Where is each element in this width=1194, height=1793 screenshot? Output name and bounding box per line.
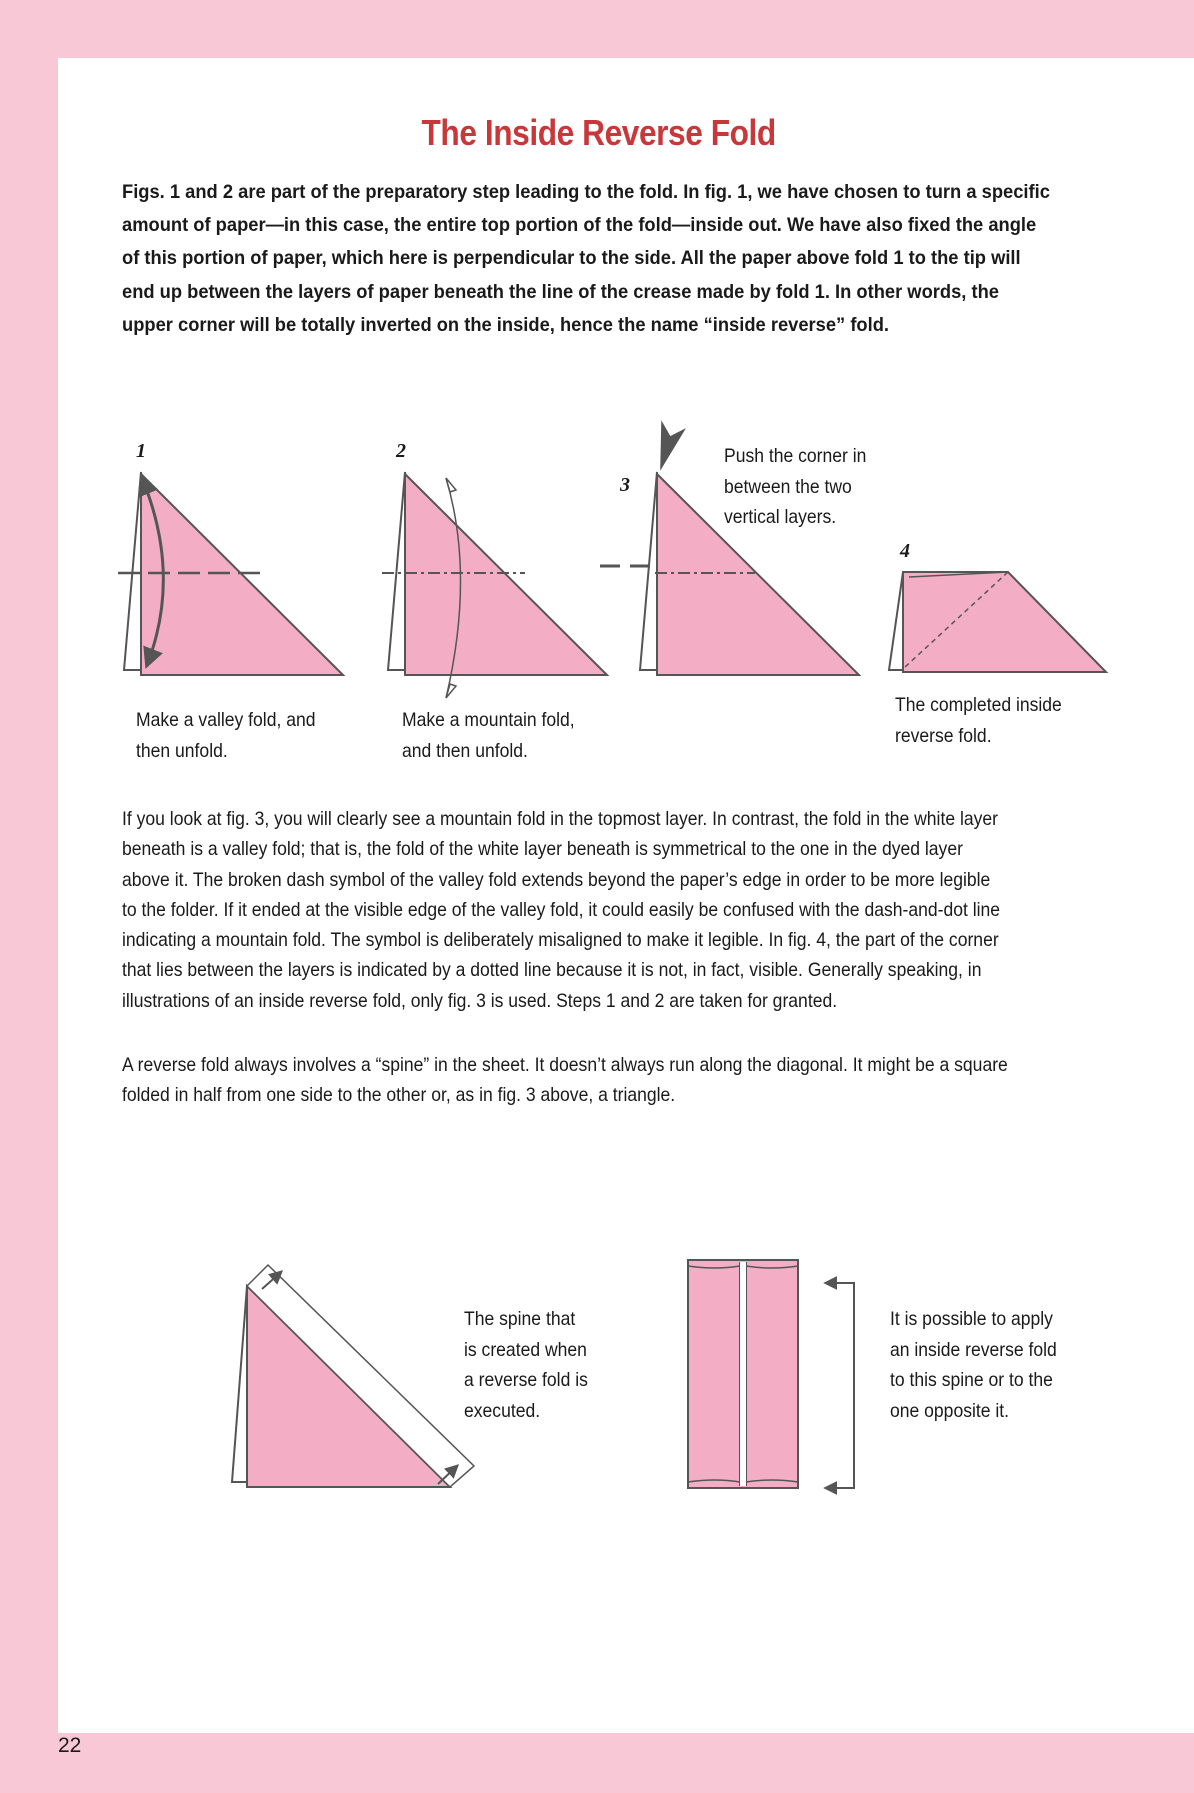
fig3-number: 3 xyxy=(620,474,630,496)
fig1-diagram xyxy=(118,472,343,675)
spine-left-caption-line3: a reverse fold is xyxy=(464,1369,588,1391)
page-number: 22 xyxy=(58,1734,82,1757)
fig2-diagram xyxy=(382,472,607,698)
body-paragraph-2: A reverse fold always involves a “spine” in the sheet. It doesn’t always run along the diagonal. It might be a square folded in half from one side to the other or, as in fig. 3 above, a triangle. xyxy=(122,1054,1008,1107)
spine-right-caption-line1: It is possible to apply xyxy=(890,1308,1053,1330)
fig3-caption-line2: between the two xyxy=(724,475,852,498)
spine-left-caption xyxy=(464,1304,588,1426)
spine-rectangle-diagram xyxy=(688,1260,854,1488)
fig3-caption-line3: vertical layers. xyxy=(724,506,837,528)
fig2-number: 2 xyxy=(396,440,406,462)
spine-right-caption-line4: one opposite it. xyxy=(890,1399,1010,1422)
fig4-diagram xyxy=(889,572,1106,672)
fig4-caption-line2: reverse fold. xyxy=(895,724,992,747)
fig2-caption-line2: and then unfold. xyxy=(402,739,528,762)
fig4-caption-line1: The completed inside xyxy=(895,694,1062,716)
spine-left-caption-line1: The spine that xyxy=(464,1308,576,1330)
spine-triangle-diagram xyxy=(232,1265,474,1487)
fig1-caption-line1: Make a valley fold, and xyxy=(136,709,316,731)
spine-right-caption xyxy=(890,1304,1057,1426)
spine-right-caption-line3: to this spine or to the xyxy=(890,1369,1053,1391)
fig2-caption-line1: Make a mountain fold, xyxy=(402,709,575,731)
fig1-caption-line2: then unfold. xyxy=(136,739,228,762)
body-paragraph-1: If you look at fig. 3, you will clearly see a mountain fold in the topmost layer. In contrast, the fold in the white layer beneath is a valley fold; that is, the fold of the white layer beneath is symmetrical to the one in the dyed layer above it. The broken dash symbol of the valley fold extends beyond the paper’s edge in order to be more legible to the folder. If it ended at the visible edge of the valley fold, it could easily be confused with the dash-and-dot line indicating a mountain fold. The symbol is deliberately misaligned to make it legible. In fig. 4, the part of the corner that lies between the layers is indicated by a dotted line because it is not, in fact, visible. Generally speaking, in illustrations of an inside reverse fold, only fig. 3 is used. Steps 1 and 2 are taken for granted. xyxy=(122,808,1001,1012)
fig4-caption xyxy=(895,690,1062,751)
spine-left-caption-line2: is created when xyxy=(464,1338,587,1361)
fig2-caption xyxy=(402,705,575,766)
fig1-number: 1 xyxy=(136,440,146,462)
fig4-number: 4 xyxy=(900,540,910,562)
fig3-caption-line1: Push the corner in xyxy=(724,445,867,467)
spine-left-caption-line4: executed. xyxy=(464,1399,541,1422)
fig1-caption xyxy=(136,705,316,766)
spine-right-caption-line2: an inside reverse fold xyxy=(890,1338,1057,1361)
fig3-caption xyxy=(724,441,866,533)
page-title: The Inside Reverse Fold xyxy=(421,112,776,153)
intro-paragraph: Figs. 1 and 2 are part of the preparatory step leading to the fold. In fig. 1, we have chosen to turn a specific amount of paper—in this case, the entire top portion of the fold—inside out. We have also fixed the angle of this portion of paper, which here is perpendicular to the side. All the paper above fold 1 to the tip will end up between the layers of paper beneath the line of the crease made by fold 1. In other words, the upper corner will be totally inverted on the inside, hence the name “inside reverse” fold. xyxy=(122,181,1050,336)
